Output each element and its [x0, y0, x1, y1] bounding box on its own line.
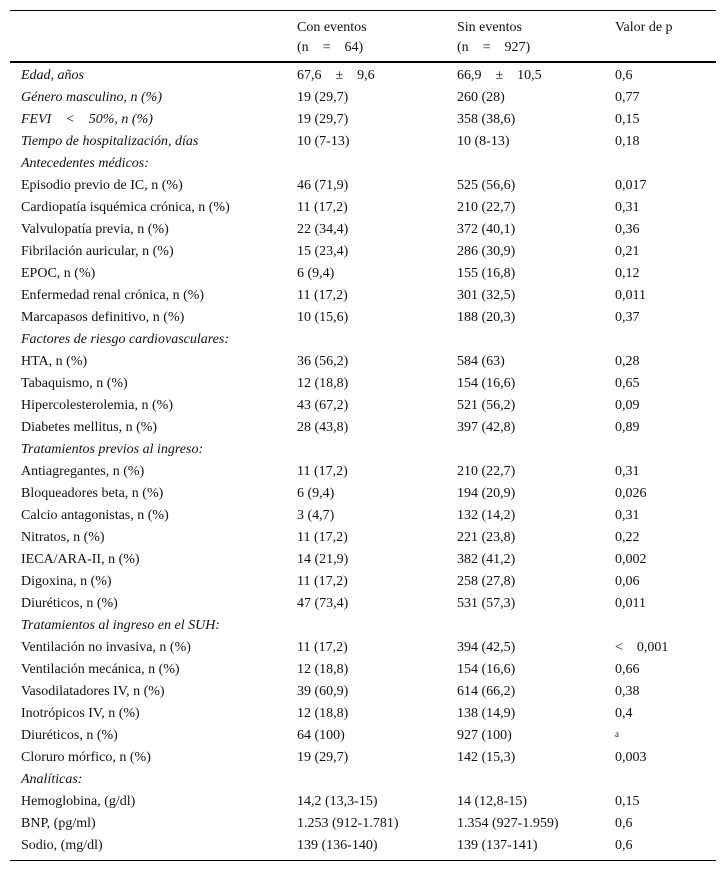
cell-sin-eventos: 531 (57,3) [457, 596, 516, 611]
cell-sin-eventos: 1.354 (927-1.959) [457, 816, 559, 831]
cell-con-eventos: 11 (17,2) [297, 288, 348, 303]
cell-sin-eventos: 286 (30,9) [457, 244, 516, 259]
row-label: Género masculino, n (%) [21, 90, 163, 105]
row-label: Enfermedad renal crónica, n (%) [21, 288, 205, 303]
cell-sin-eventos: 66,9 ± 10,5 [457, 68, 542, 83]
cell-con-eventos: 10 (15,6) [297, 310, 349, 325]
cell-p-value: 0,18 [615, 134, 640, 149]
header-rule [10, 61, 716, 63]
section-label: Tratamientos al ingreso en el SUH: [21, 618, 220, 633]
cell-p-value: 0,36 [615, 222, 640, 237]
cell-con-eventos: 67,6 ± 9,6 [297, 68, 375, 83]
cell-p-value: 0,66 [615, 662, 640, 677]
cell-con-eventos: 43 (67,2) [297, 398, 349, 413]
cell-p-value: 0,6 [615, 68, 633, 83]
header-valor-p: Valor de p [615, 20, 673, 35]
section-header-row [10, 615, 716, 637]
table-row [10, 703, 716, 725]
cell-sin-eventos: 258 (27,8) [457, 574, 516, 589]
cell-p-value: 0,011 [615, 288, 646, 303]
cell-con-eventos: 36 (56,2) [297, 354, 349, 369]
row-label: Hipercolesterolemia, n (%) [21, 398, 173, 413]
cell-con-eventos: 11 (17,2) [297, 200, 348, 215]
cell-p-value: 0,002 [615, 552, 647, 567]
cell-con-eventos: 14 (21,9) [297, 552, 349, 567]
cell-p-value: 0,15 [615, 794, 640, 809]
row-label: Tiempo de hospitalización, días [21, 134, 199, 149]
cell-p-value: 0,003 [615, 750, 647, 765]
cell-p-value: 0,31 [615, 464, 640, 479]
cell-p-value: 0,21 [615, 244, 640, 259]
cell-sin-eventos: 210 (22,7) [457, 200, 516, 215]
cell-con-eventos: 19 (29,7) [297, 112, 349, 127]
cell-p-value: 0,28 [615, 354, 640, 369]
row-label: Tabaquismo, n (%) [21, 376, 128, 391]
cell-con-eventos: 47 (73,4) [297, 596, 349, 611]
row-label: Edad, años [21, 68, 84, 83]
table-row [10, 681, 716, 703]
section-label: Antecedentes médicos: [21, 156, 149, 171]
data-table [10, 10, 716, 861]
cell-sin-eventos: 927 (100) [457, 728, 512, 743]
cell-sin-eventos: 10 (8-13) [457, 134, 510, 149]
cell-p-value: 0,6 [615, 816, 633, 831]
section-label: Tratamientos previos al ingreso: [21, 442, 204, 457]
cell-p-value: 0,026 [615, 486, 647, 501]
cell-con-eventos: 6 (9,4) [297, 486, 335, 501]
row-label: EPOC, n (%) [21, 266, 96, 281]
table-row [10, 571, 716, 593]
cell-con-eventos: 14,2 (13,3-15) [297, 794, 378, 809]
cell-p-value: 0,017 [615, 178, 647, 193]
cell-sin-eventos: 584 (63) [457, 354, 505, 369]
row-label: HTA, n (%) [21, 354, 88, 369]
cell-sin-eventos: 138 (14,9) [457, 706, 516, 721]
cell-sin-eventos: 614 (66,2) [457, 684, 516, 699]
row-label: Diabetes mellitus, n (%) [21, 420, 158, 435]
cell-sin-eventos: 194 (20,9) [457, 486, 516, 501]
cell-con-eventos: 11 (17,2) [297, 464, 348, 479]
cell-con-eventos: 11 (17,2) [297, 530, 348, 545]
table-row [10, 87, 716, 109]
table-header [10, 11, 716, 61]
row-label: Calcio antagonistas, n (%) [21, 508, 169, 523]
row-label: Diuréticos, n (%) [21, 596, 118, 611]
section-header-row [10, 153, 716, 175]
cell-sin-eventos: 301 (32,5) [457, 288, 516, 303]
row-label: Hemoglobina, (g/dl) [21, 794, 136, 809]
cell-p-value: 0,37 [615, 310, 640, 325]
cell-con-eventos: 12 (18,8) [297, 376, 349, 391]
cell-p-value: 0,15 [615, 112, 640, 127]
row-label: Bloqueadores beta, n (%) [21, 486, 164, 501]
row-label: Episodio previo de IC, n (%) [21, 178, 183, 193]
row-label: Ventilación mecánica, n (%) [21, 662, 180, 677]
cell-sin-eventos: 155 (16,8) [457, 266, 516, 281]
row-label: Sodio, (mg/dl) [21, 838, 103, 853]
table-row [10, 241, 716, 263]
cell-con-eventos: 28 (43,8) [297, 420, 349, 435]
section-label: Analíticas: [21, 772, 83, 787]
table-row [10, 351, 716, 373]
table-row [10, 483, 716, 505]
header-con-eventos: Con eventos [297, 20, 367, 35]
cell-p-value: 0,89 [615, 420, 640, 435]
cell-sin-eventos: 397 (42,8) [457, 420, 516, 435]
cell-con-eventos: 19 (29,7) [297, 90, 349, 105]
cell-con-eventos: 6 (9,4) [297, 266, 335, 281]
cell-sin-eventos: 372 (40,1) [457, 222, 516, 237]
cell-sin-eventos: 142 (15,3) [457, 750, 516, 765]
table-row [10, 813, 716, 835]
table-row [10, 373, 716, 395]
cell-con-eventos: 1.253 (912-1.781) [297, 816, 399, 831]
cell-sin-eventos: 154 (16,6) [457, 662, 516, 677]
cell-sin-eventos: 154 (16,6) [457, 376, 516, 391]
cell-sin-eventos: 394 (42,5) [457, 640, 516, 655]
cell-con-eventos: 39 (60,9) [297, 684, 349, 699]
cell-p-value: 0,12 [615, 266, 640, 281]
table-row [10, 307, 716, 329]
cell-p-value: 0,65 [615, 376, 640, 391]
header-sin-eventos-n: (n = 927) [457, 40, 531, 55]
cell-con-eventos: 3 (4,7) [297, 508, 335, 523]
table-bottom-rule [10, 860, 716, 861]
cell-con-eventos: 19 (29,7) [297, 750, 349, 765]
row-label: Nitratos, n (%) [21, 530, 105, 545]
table-row [10, 175, 716, 197]
cell-con-eventos: 12 (18,8) [297, 706, 349, 721]
cell-sin-eventos: 139 (137-141) [457, 838, 538, 853]
cell-p-value: 0,06 [615, 574, 640, 589]
cell-con-eventos: 64 (100) [297, 728, 345, 743]
table-row [10, 659, 716, 681]
cell-sin-eventos: 14 (12,8-15) [457, 794, 527, 809]
row-label: FEVI < 50%, n (%) [21, 112, 153, 127]
cell-sin-eventos: 188 (20,3) [457, 310, 516, 325]
row-label: Fibrilación auricular, n (%) [21, 244, 174, 259]
cell-con-eventos: 15 (23,4) [297, 244, 349, 259]
row-label: Valvulopatía previa, n (%) [21, 222, 169, 237]
cell-sin-eventos: 132 (14,2) [457, 508, 516, 523]
cell-con-eventos: 139 (136-140) [297, 838, 378, 853]
cell-p-value: < 0,001 [615, 640, 669, 655]
table-row [10, 593, 716, 615]
cell-con-eventos: 46 (71,9) [297, 178, 349, 193]
cell-p-value: 0,4 [615, 706, 633, 721]
cell-con-eventos: 22 (34,4) [297, 222, 349, 237]
cell-sin-eventos: 260 (28) [457, 90, 505, 105]
table-row [10, 263, 716, 285]
header-con-eventos-n: (n = 64) [297, 40, 364, 55]
cell-con-eventos: 12 (18,8) [297, 662, 349, 677]
cell-p-value: 0,31 [615, 200, 640, 215]
row-label: Cloruro mórfico, n (%) [21, 750, 151, 765]
table-row [10, 637, 716, 659]
cell-sin-eventos: 525 (56,6) [457, 178, 516, 193]
cell-p-value: 0,22 [615, 530, 640, 545]
table-row [10, 219, 716, 241]
section-header-row [10, 329, 716, 351]
cell-sin-eventos: 210 (22,7) [457, 464, 516, 479]
section-header-row [10, 439, 716, 461]
table-row [10, 197, 716, 219]
row-label: Vasodilatadores IV, n (%) [21, 684, 165, 699]
row-label: Ventilación no invasiva, n (%) [21, 640, 191, 655]
table-row [10, 725, 716, 747]
row-label: Antiagregantes, n (%) [21, 464, 145, 479]
cell-con-eventos: 10 (7-13) [297, 134, 350, 149]
table-row [10, 109, 716, 131]
row-label: IECA/ARA-II, n (%) [21, 552, 140, 567]
cell-sin-eventos: 221 (23,8) [457, 530, 516, 545]
row-label: Marcapasos definitivo, n (%) [21, 310, 185, 325]
table-body [10, 65, 716, 857]
row-label: Inotrópicos IV, n (%) [21, 706, 140, 721]
table-row [10, 65, 716, 87]
cell-sin-eventos: 521 (56,2) [457, 398, 516, 413]
cell-p-value [615, 725, 619, 747]
cell-con-eventos: 11 (17,2) [297, 640, 348, 655]
cell-sin-eventos: 382 (41,2) [457, 552, 516, 567]
table-row [10, 285, 716, 307]
table-row [10, 527, 716, 549]
section-header-row [10, 769, 716, 791]
cell-p-value: 0,38 [615, 684, 640, 699]
header-sin-eventos: Sin eventos [457, 20, 522, 35]
section-label: Factores de riesgo cardiovasculares: [21, 332, 230, 347]
row-label: Diuréticos, n (%) [21, 728, 118, 743]
cell-p-value: 0,09 [615, 398, 640, 413]
table-row [10, 505, 716, 527]
table-row [10, 131, 716, 153]
cell-p-value: 0,6 [615, 838, 633, 853]
table-row [10, 549, 716, 571]
cell-sin-eventos: 358 (38,6) [457, 112, 516, 127]
footnote-marker: a [615, 729, 619, 739]
cell-p-value: 0,31 [615, 508, 640, 523]
cell-p-value: 0,011 [615, 596, 646, 611]
cell-con-eventos: 11 (17,2) [297, 574, 348, 589]
row-label: Digoxina, n (%) [21, 574, 112, 589]
table-row [10, 791, 716, 813]
row-label: BNP, (pg/ml) [21, 816, 96, 831]
cell-p-value: 0,77 [615, 90, 640, 105]
table-row [10, 747, 716, 769]
table-row [10, 395, 716, 417]
table-row [10, 417, 716, 439]
table-row [10, 461, 716, 483]
row-label: Cardiopatía isquémica crónica, n (%) [21, 200, 230, 215]
table-row [10, 835, 716, 857]
